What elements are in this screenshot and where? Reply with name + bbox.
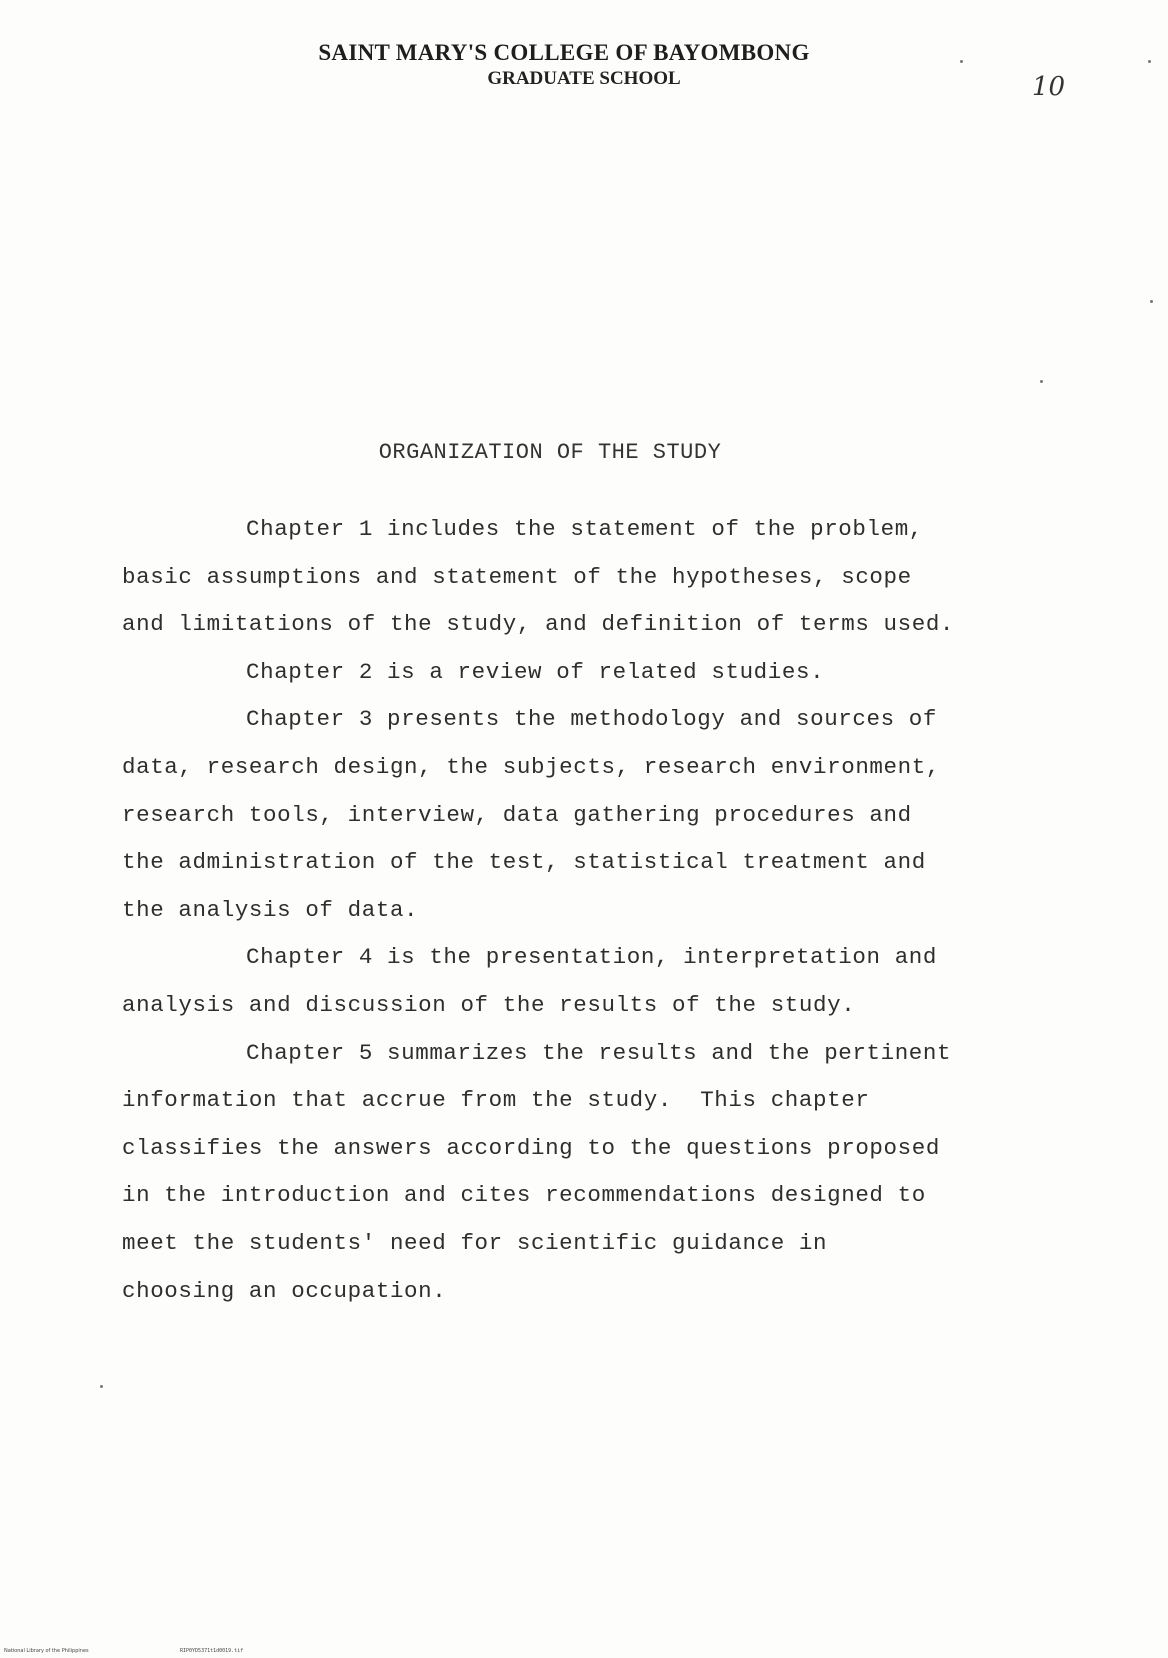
body-line: research tools, interview, data gathering procedures and: [122, 801, 912, 828]
body-line: the analysis of data.: [122, 896, 419, 923]
body-line: the administration of the test, statistical treatment and: [122, 849, 926, 876]
body-line: classifies the answers according to the questions proposed: [122, 1134, 940, 1161]
school-name: GRADUATE SCHOOL: [487, 68, 681, 89]
footer-credit: National Library of the Philippines: [4, 1648, 89, 1654]
body-line: analysis and discussion of the results of the study.: [122, 991, 856, 1018]
body-line: Chapter 4 is the presentation, interpretation and: [246, 944, 938, 971]
body-line: meet the students' need for scientific guidance in: [122, 1229, 828, 1256]
body-paragraphs: [122, 506, 1002, 1315]
scan-speck: [1148, 60, 1151, 63]
body-line: information that accrue from the study. This chapter: [122, 1087, 870, 1114]
body-line: basic assumptions and statement of the hypotheses, scope: [122, 563, 912, 590]
body-line: data, research design, the subjects, research environment,: [122, 753, 940, 780]
scan-speck: [100, 1385, 103, 1388]
body-line: choosing an occupation.: [122, 1277, 447, 1304]
scan-speck: [1150, 300, 1153, 303]
section-title: ORGANIZATION OF THE STUDY: [378, 440, 722, 465]
scan-speck: [1040, 380, 1043, 383]
scan-speck: [960, 60, 963, 63]
body-line: and limitations of the study, and definition of terms used.: [122, 611, 955, 638]
body-line: Chapter 2 is a review of related studies.: [246, 658, 825, 685]
body-line: Chapter 5 summarizes the results and the pertinent: [246, 1039, 952, 1066]
body-line: in the introduction and cites recommendations designed to: [122, 1182, 926, 1209]
footer-file-id: RIP0YD5371t1d0019.tif: [180, 1648, 244, 1654]
page-number: 10: [1032, 72, 1066, 102]
body-line: Chapter 1 includes the statement of the problem,: [246, 516, 923, 542]
institution-name: SAINT MARY'S COLLEGE OF BAYOMBONG: [318, 40, 810, 65]
body-line: Chapter 3 presents the methodology and sources of: [246, 706, 938, 733]
